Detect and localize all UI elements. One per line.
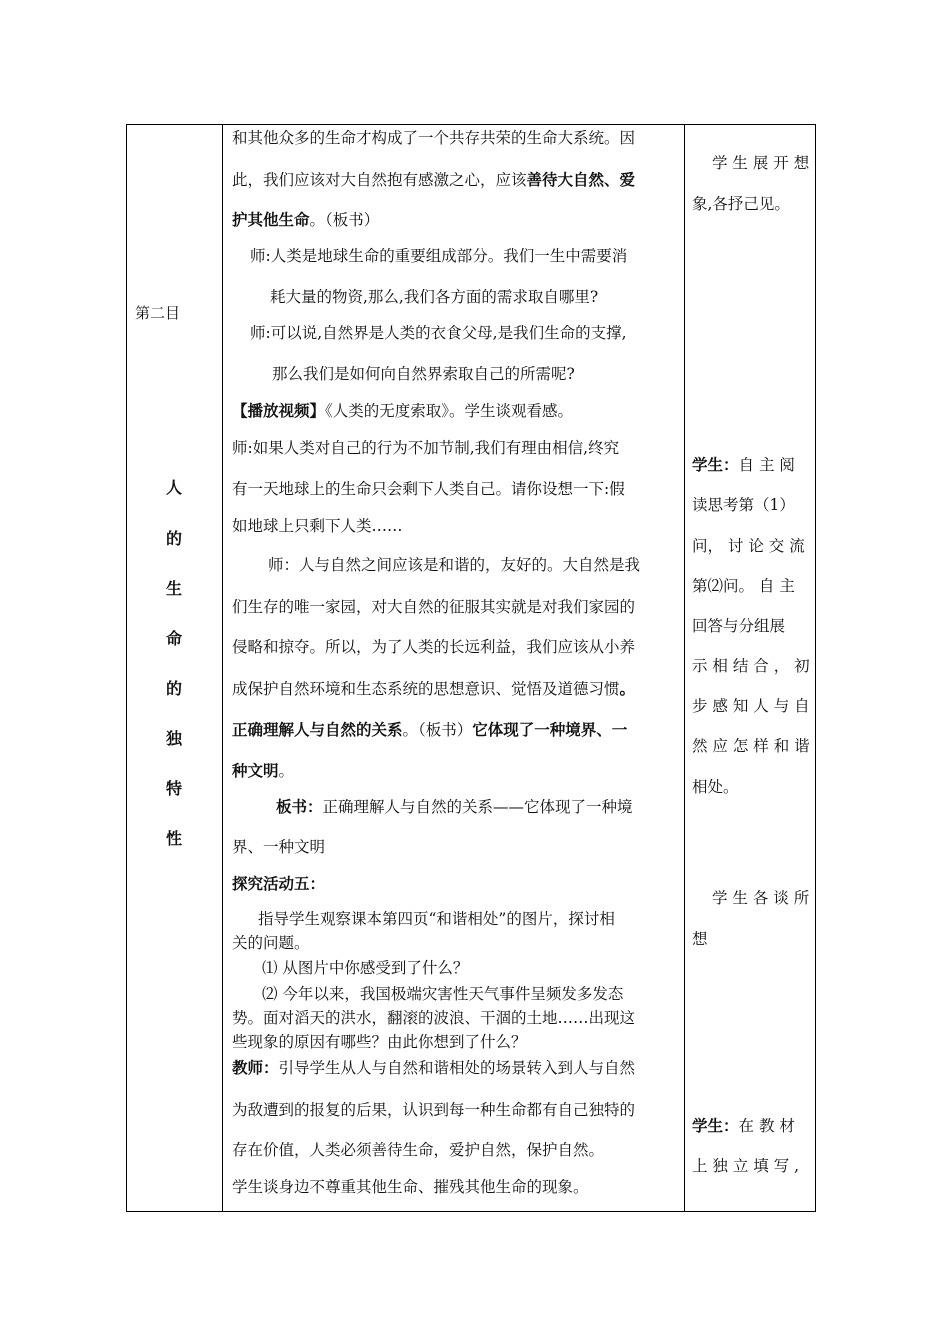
bold-text: 教师： [232,1058,279,1077]
paragraph-line [276,797,633,817]
paragraph-line: 师:如果人类对自己的行为不加节制,我们有理由相信,终究 [232,439,620,457]
paragraph-line [232,170,635,190]
paragraph-line: ⑵ 今年以来，我国极端灾害性天气事件呈频发多发态 [262,985,624,1003]
column-divider-right [684,124,685,1212]
vertical-title-char: 命 [166,629,183,648]
paragraph-line: 和其他众多的生命才构成了一个共存共荣的生命大系统。因 [232,129,636,147]
paragraph-line: 关的问题。 [232,934,310,952]
student-note-line: 象,各抒己见。 [692,195,790,213]
vertical-title-char: 特 [166,779,183,798]
text-span: 。（板书） [309,211,380,229]
bold-text: 。 [619,679,636,698]
vertical-title-char: 生 [166,579,183,598]
vertical-title-char: 人 [166,478,183,497]
column-divider-left [222,124,223,1212]
student-note-line: 问， 讨 论 交 流 [692,537,805,555]
vertical-title-char: 的 [166,679,183,698]
bold-text: 善待大自然、爱 [526,170,636,189]
paragraph-line [232,761,294,781]
student-note-line: 学 生 展 开 想 [712,154,810,172]
paragraph-line: 们生存的唯一家园，对大自然的征服其实就是对我们家园的 [232,598,636,616]
student-note-line [692,1116,795,1136]
paragraph-line [232,1058,635,1078]
text-span: 正确理解人与自然的关系——它体现了一种境 [322,798,633,816]
paragraph-line: 侵略和掠夺。所以，为了人类的长远利益，我们应该从小养 [232,638,636,656]
bold-text: 种文明 [232,761,279,780]
paragraph-line [232,679,635,699]
vertical-title-char: 独 [166,729,183,748]
paragraph-line: 那么我们是如何向自然界索取自己的所需呢? [272,365,575,383]
text-span: 成保护自然环境和生态系统的思想意识、觉悟及道德习惯 [232,680,620,698]
paragraph-line: 界、一种文明 [232,838,326,856]
vertical-title-char: 性 [166,829,183,848]
activity-heading: 探究活动五： [232,874,326,893]
bold-text: 学生： [692,1116,739,1135]
paragraph-line: 些现象的原因有哪些？由此你想到了什么？ [232,1033,527,1051]
text-span: 在 教 材 [738,1117,795,1135]
paragraph-line: 师:可以说,自然界是人类的衣食父母,是我们生命的支撑, [250,324,627,342]
paragraph-line [232,210,379,230]
student-note-line: 步 感 知 人 与 自 [692,697,810,715]
student-note-line: 学 生 各 谈 所 [712,889,810,907]
paragraph-line: 势。面对滔天的洪水，翻滚的波浪、干涸的土地……出现这 [232,1009,636,1027]
text-span: 引导学生从人与自然和谐相处的场景转入到人与自然 [278,1059,636,1077]
paragraph-line [232,720,627,740]
paragraph-line: 师：人与自然之间应该是和谐的，友好的。大自然是我 [268,556,641,574]
student-note-line: 示 相 结 合 ， 初 [692,657,810,675]
vertical-title-char: 的 [166,529,183,548]
student-note-line: 相处。 [692,778,739,796]
student-note-line: 想 [692,930,708,948]
paragraph-line: 师:人类是地球生命的重要组成部分。我们一生中需要消 [250,247,628,265]
paragraph-line: 如地球上只剩下人类…… [232,517,403,535]
student-note-line: 然 应 怎 样 和 谐 [692,737,810,755]
paragraph-line [232,401,573,421]
student-note-line: 第⑵问。 自 主 [692,577,795,595]
bold-text: 【播放视频】 [232,401,326,420]
paragraph-line: 为敌遭到的报复的后果，认识到每一种生命都有自己独特的 [232,1101,636,1119]
paragraph-line: 学生谈身边不尊重其他生命、摧残其他生命的现象。 [232,1178,589,1196]
student-note-line [692,455,795,475]
text-span: 。 [278,762,295,780]
section-label: 第二目 [135,304,181,322]
bold-text: 护其他生命 [232,210,310,229]
student-note-line: 读思考第（1） [692,496,795,514]
paragraph-line: 指导学生观察课本第四页“和谐相处”的图片，探讨相 [258,910,615,928]
paragraph-line: 存在价值，人类必须善待生命，爱护自然，保护自然。 [232,1141,605,1159]
text-span: 自 主 阅 [738,456,795,474]
paragraph-line: 有一天地球上的生命只会剩下人类自己。请你设想一下:假 [232,480,625,498]
paragraph-line: 耗大量的物资,那么,我们各方面的需求取自哪里? [270,288,599,306]
bold-text: 学生： [692,455,739,474]
text-span: 《人类的无度索取》。学生谈观看感。 [325,402,574,420]
text-span: 。（板书） [402,721,473,739]
student-note-line: 上 独 立 填 写 , [692,1157,800,1175]
text-span: 此，我们应该对大自然抱有感激之心，应该 [232,171,527,189]
bold-text: 板书： [276,797,323,816]
paragraph-line: ⑴ 从图片中你感受到了什么？ [262,959,469,977]
bold-text: 它体现了一种境界、一 [472,720,628,739]
student-note-line: 回答与分组展 [692,617,786,635]
bold-text: 正确理解人与自然的关系 [232,720,403,739]
